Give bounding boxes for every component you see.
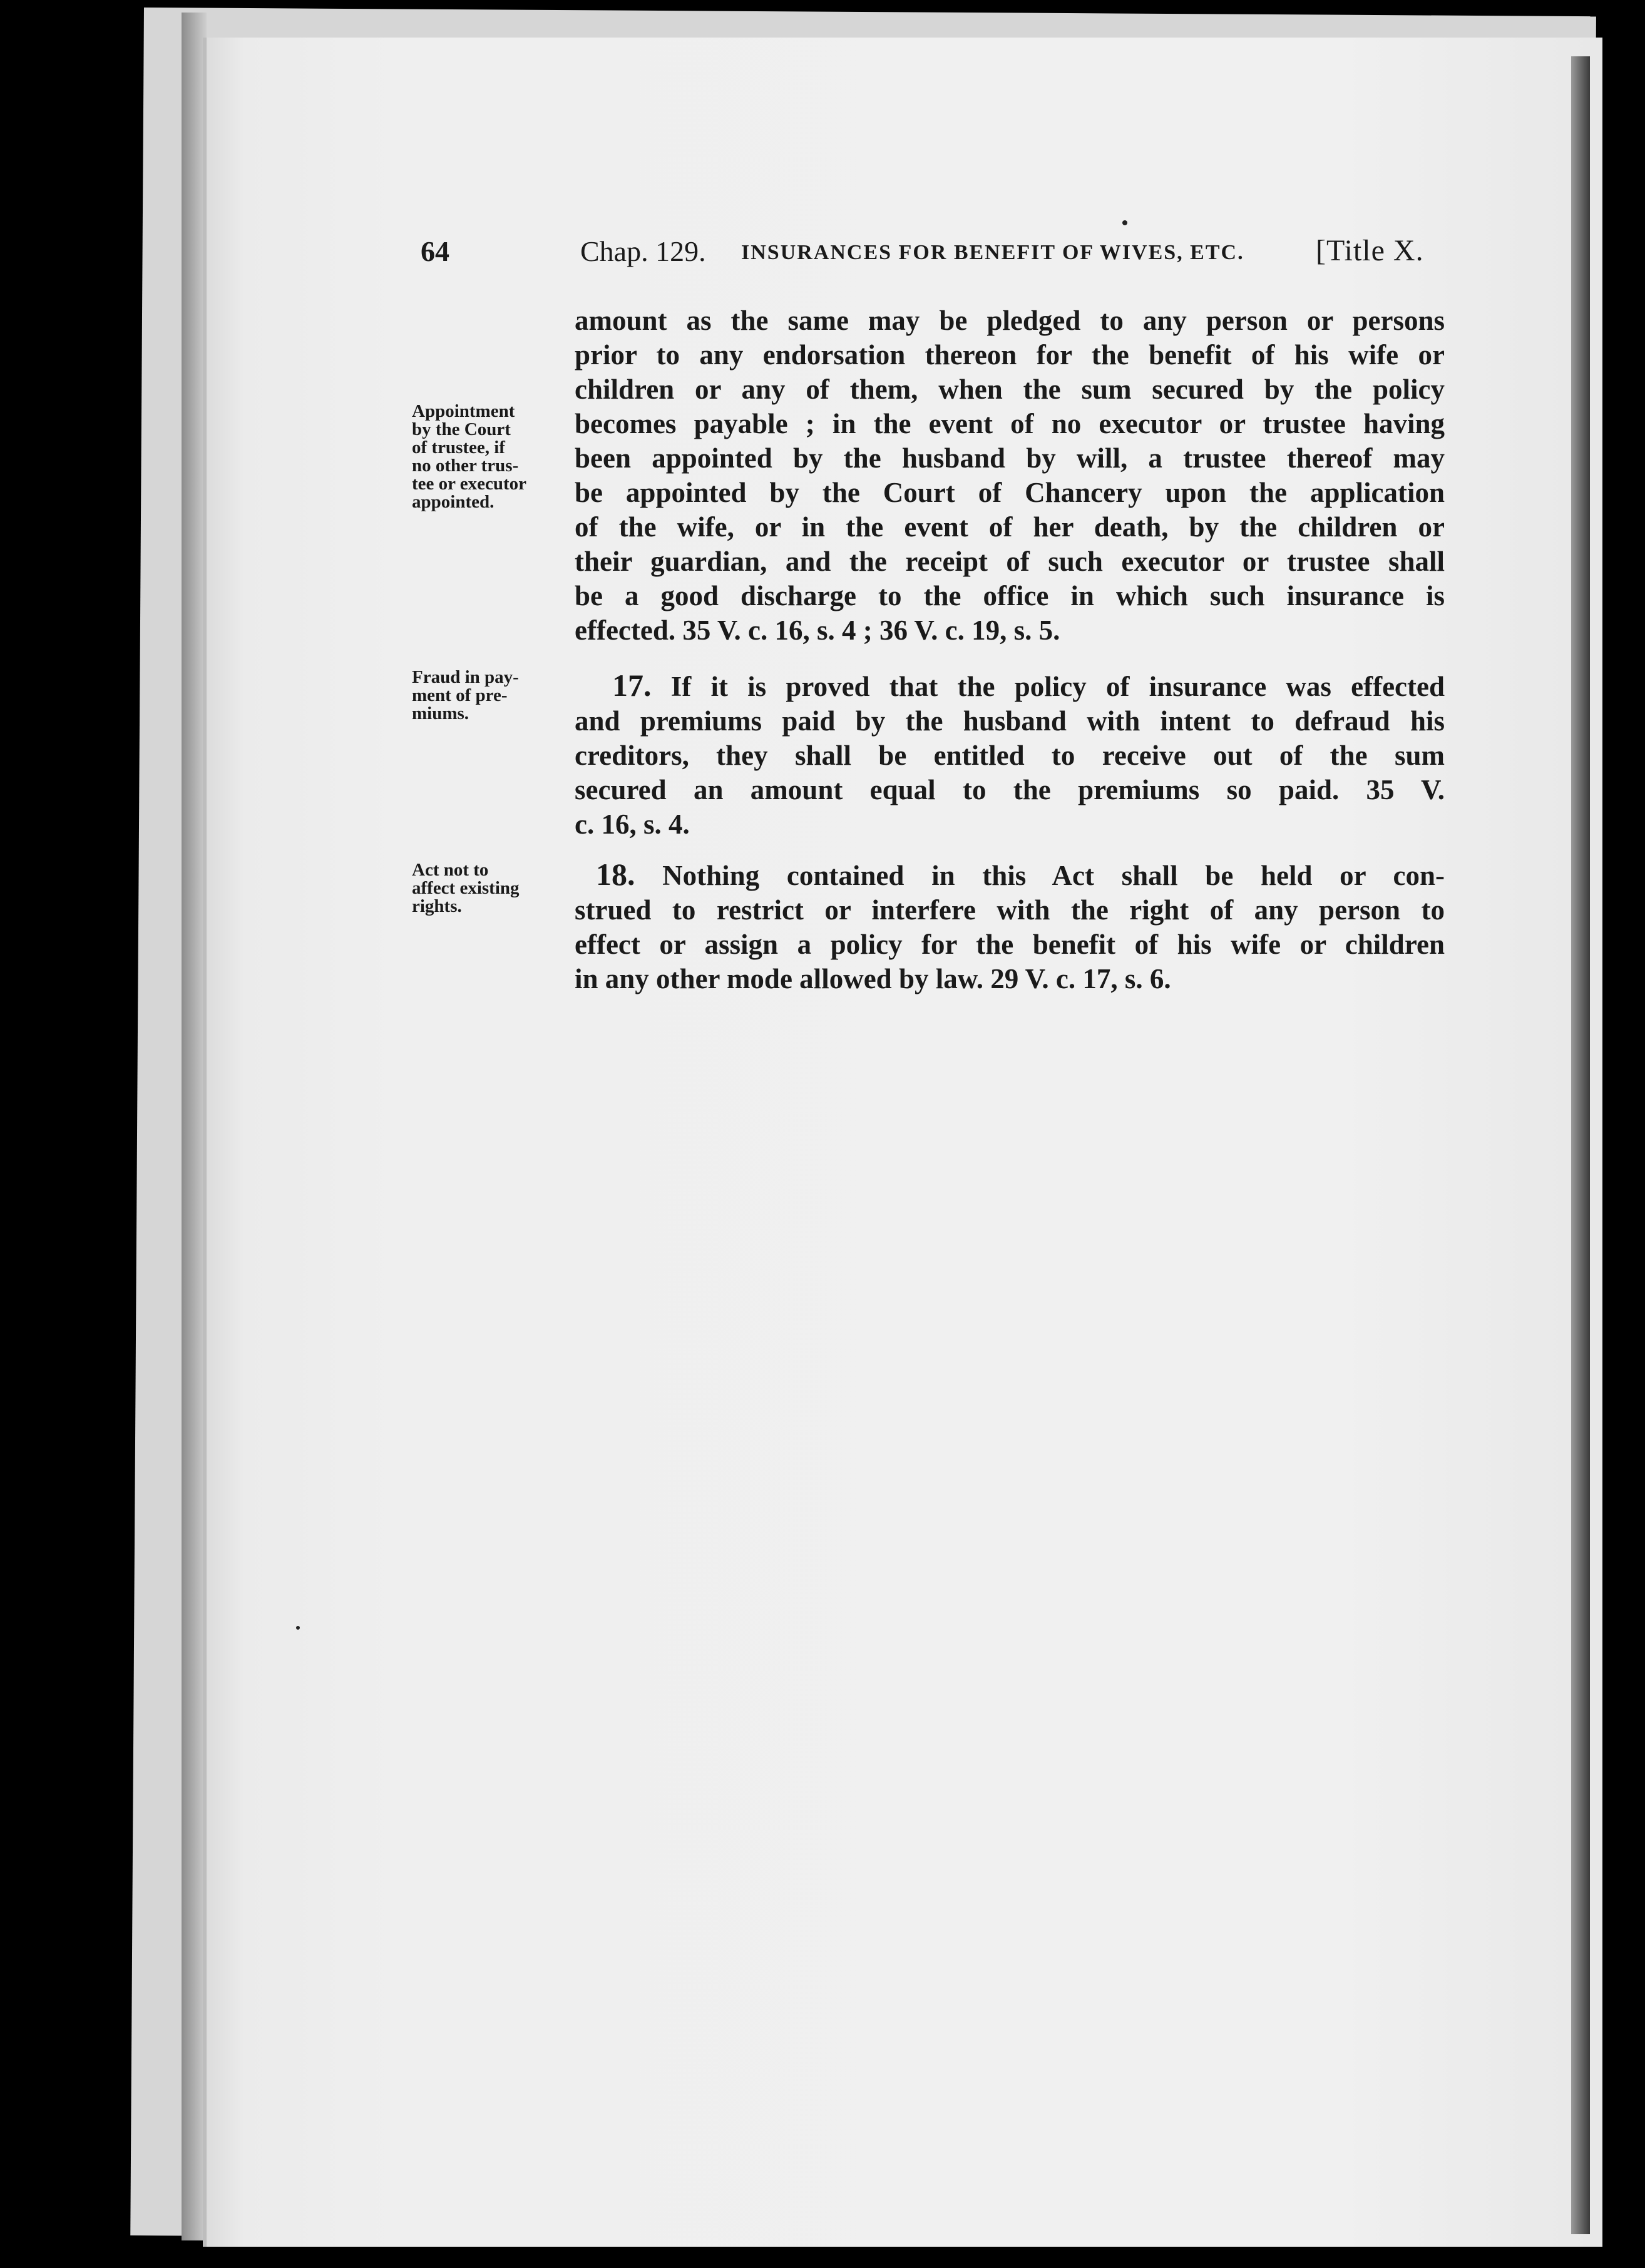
margin-note-line: ment of pre- — [412, 685, 508, 705]
margin-note-existing-rights — [412, 861, 565, 916]
section-first-line — [575, 857, 1445, 893]
body-line: creditors, they shall be entitled to receive out of the sum — [575, 740, 1445, 771]
running-head: INSURANCES FOR BENEFIT OF WIVES, ETC. — [741, 241, 1244, 264]
margin-note-line: Appointment — [412, 401, 515, 421]
section-18 — [575, 857, 1445, 996]
section-number: 18. — [596, 857, 635, 892]
section-text: If it is proved that the policy of insurance was effected — [670, 671, 1445, 702]
margin-note-line: of trustee, if — [412, 437, 505, 457]
margin-note-fraud — [412, 668, 565, 723]
margin-note-line: rights. — [412, 896, 462, 916]
margin-note-line: by the Court — [412, 419, 511, 439]
body-line: children or any of them, when the sum secured by the policy — [575, 374, 1445, 405]
body-line: c. 16, s. 4. — [575, 809, 690, 840]
margin-note-line: Act not to — [412, 860, 489, 880]
body-line: amount as the same may be pledged to any person or persons — [575, 305, 1445, 336]
body-line: strued to restrict or interfere with the right of any person to — [575, 894, 1445, 926]
section-number: 17. — [612, 668, 652, 703]
margin-note-line: affect existing — [412, 878, 520, 898]
body-line: becomes payable ; in the event of no executor or trustee having — [575, 408, 1445, 439]
page-number: 64 — [421, 235, 449, 267]
binding-shadow — [1571, 56, 1590, 2234]
page-left-edge — [182, 13, 207, 2240]
body-line: prior to any endorsation thereon for the benefit of his wife or — [575, 339, 1445, 370]
scan-speck — [1122, 220, 1127, 225]
body-line: effect or assign a policy for the benefit of his wife or children — [575, 929, 1445, 960]
scan-speck — [296, 1626, 300, 1630]
margin-note-line: appointed. — [412, 492, 495, 512]
margin-note-line: no other trus- — [412, 456, 519, 476]
chapter-label: Chap. 129. — [580, 235, 706, 267]
section-17 — [575, 668, 1445, 842]
body-line: of the wife, or in the event of her death, by the children or — [575, 511, 1445, 543]
title-reference: [Title X. — [1316, 234, 1424, 267]
page-header — [421, 228, 1453, 278]
margin-note-line: tee or executor — [412, 474, 527, 494]
margin-note-line: Fraud in pay- — [412, 667, 519, 687]
body-line: effected. 35 V. c. 16, s. 4 ; 36 V. c. 19, s. 5. — [575, 615, 1060, 646]
body-line: secured an amount equal to the premiums so paid. 35 V. — [575, 774, 1445, 805]
body-line: be appointed by the Court of Chancery upon the application — [575, 477, 1445, 508]
body-line: be a good discharge to the office in which such insurance is — [575, 580, 1445, 611]
body-line: in any other mode allowed by law. 29 V. c. 17, s. 6. — [575, 963, 1171, 994]
margin-note-line: miums. — [412, 703, 469, 723]
section-16-continuation — [575, 304, 1445, 648]
body-line: been appointed by the husband by will, a trustee thereof may — [575, 442, 1445, 474]
body-line: their guardian, and the receipt of such executor or trustee shall — [575, 546, 1445, 577]
body-line: and premiums paid by the husband with intent to defraud his — [575, 705, 1445, 737]
section-first-line — [575, 668, 1445, 704]
section-text: Nothing contained in this Act shall be held or con- — [662, 860, 1445, 891]
margin-note-appointment — [412, 402, 565, 511]
